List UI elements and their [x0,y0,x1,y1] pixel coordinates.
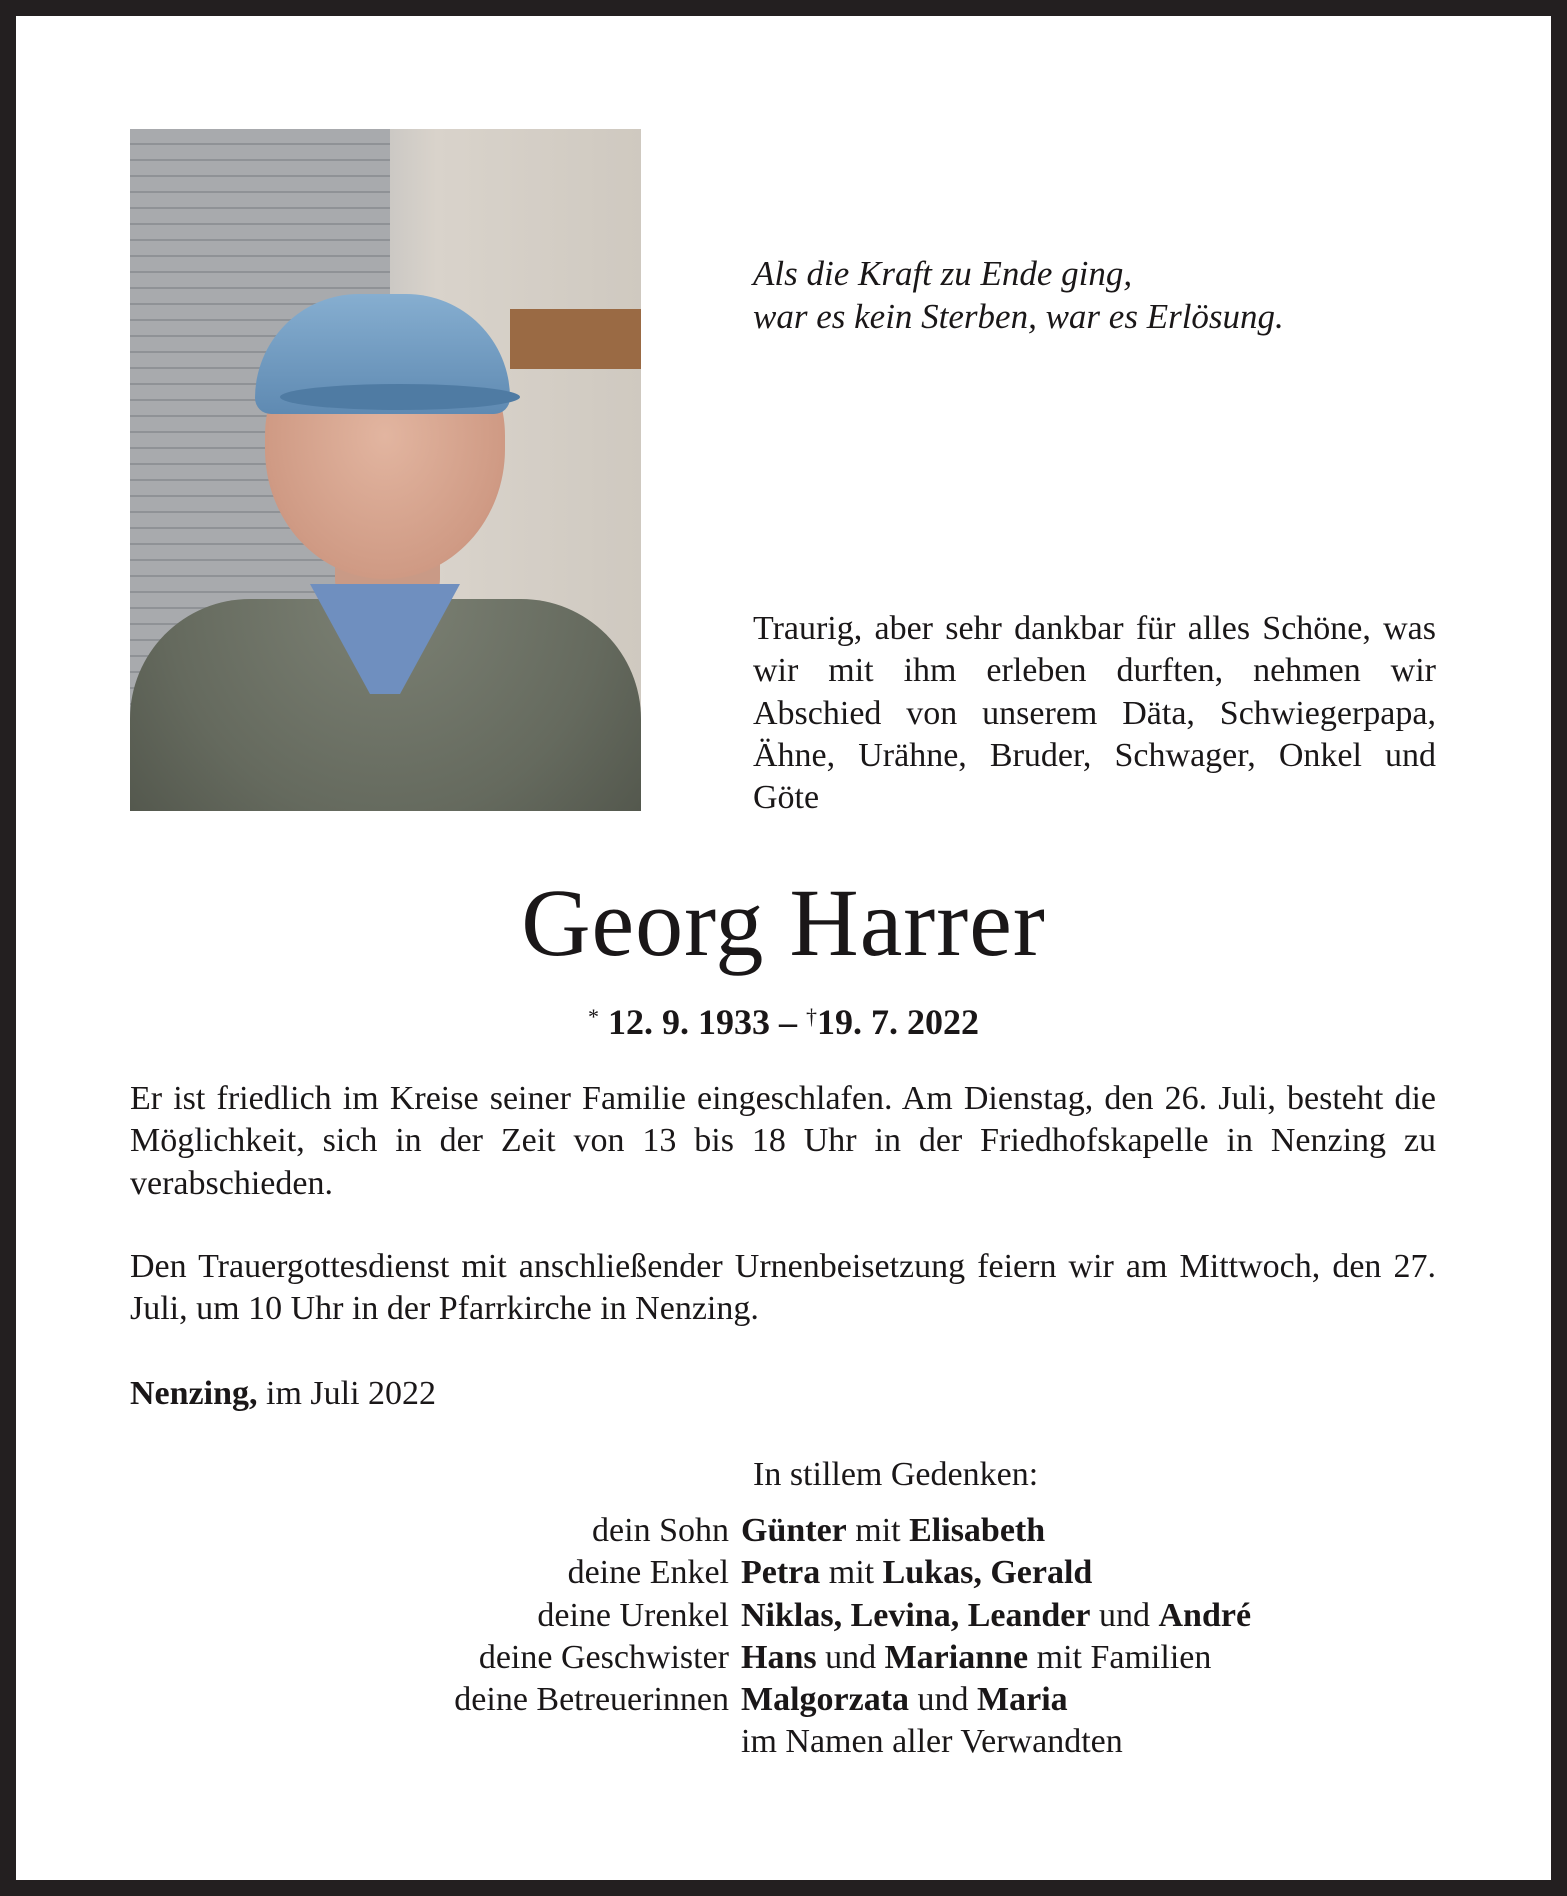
place-month: im Juli 2022 [257,1375,437,1412]
connector-text: und [909,1681,978,1719]
relation-label [0,1721,741,1763]
quote-line: Als die Kraft zu Ende ging, [753,254,1133,293]
relative-names [741,1679,1068,1721]
connector-text: im Namen aller Verwandten [741,1723,1123,1761]
relative-names [741,1510,1045,1552]
connector-text: mit [820,1554,883,1592]
birth-date: 12. 9. 1933 [608,1002,770,1042]
place-date [130,1373,436,1415]
connector-text: mit [846,1512,910,1549]
relative-names [741,1637,1211,1679]
quote-line: war es kein Sterben, war es Erlösung. [753,297,1284,336]
viewing-info: Er ist friedlich im Kreise seiner Familie eingeschlafen. Am Dienstag, den 26. Juli, besteht die Möglichkeit, sich in der Zeit von 13 bis 18 Uhr in der Friedhofskapelle in Nenzing zu verabschieden. [130,1080,1436,1202]
relative-names [741,1552,1092,1594]
family-row [0,1679,1567,1721]
family-row [0,1721,1567,1763]
relative-names [741,1595,1251,1637]
portrait-photo [130,129,641,811]
life-dates [0,995,1567,1044]
place-town: Nenzing, [130,1375,258,1412]
connector-text: und [1090,1596,1159,1634]
relation-label: deine Enkel [567,1554,729,1592]
relative-name: Elisabeth [909,1512,1046,1549]
family-row [0,1510,1567,1552]
deceased-name: Georg Harrer [521,869,1046,976]
connector-text: und [816,1638,885,1676]
connector-text: mit Familien [1028,1638,1212,1676]
family-row [0,1552,1567,1594]
relation-label: deine Urenkel [537,1596,729,1634]
relative-name: Marianne [884,1638,1029,1676]
relative-name: Lukas, Gerald [882,1554,1093,1592]
birth-symbol: * [588,1004,599,1029]
family-row [0,1595,1567,1637]
death-symbol: † [806,1004,817,1029]
death-date: 19. 7. 2022 [817,1002,979,1042]
epigraph-quote [753,252,1284,338]
intro-text: Traurig, aber sehr dankbar für alles Schöne, was wir mit ihm erleben durften, nehmen wir Abschied von unserem Däta, Schwiegerpapa, Ähne, Urähne, Bruder, Schwager, Onkel und Göte [753,610,1436,817]
relative-name: André [1158,1596,1252,1634]
relative-name: Günter [741,1512,847,1549]
relative-name: Malgorzata [741,1681,910,1719]
relation-label: deine Geschwister [478,1638,729,1676]
relative-name: Petra [741,1554,821,1592]
memorial-heading: In stillem Gedenken: [753,1456,1039,1493]
family-row [0,1637,1567,1679]
relative-name: Maria [977,1681,1068,1719]
funeral-info: Den Trauergottesdienst mit anschließender Urnenbeisetzung feiern wir am Mittwoch, den 27. Juli, um 10 Uhr in der Pfarrkirche in Nenzing. [130,1248,1436,1328]
date-separator: – [770,1002,806,1042]
relation-label: dein Sohn [592,1512,729,1549]
family-list [0,1510,1567,1764]
relation-label: deine Betreuerinnen [454,1681,729,1719]
relative-name: Niklas, Levina, Leander [741,1596,1091,1634]
relative-names [741,1721,1123,1763]
relative-name: Hans [741,1638,817,1676]
